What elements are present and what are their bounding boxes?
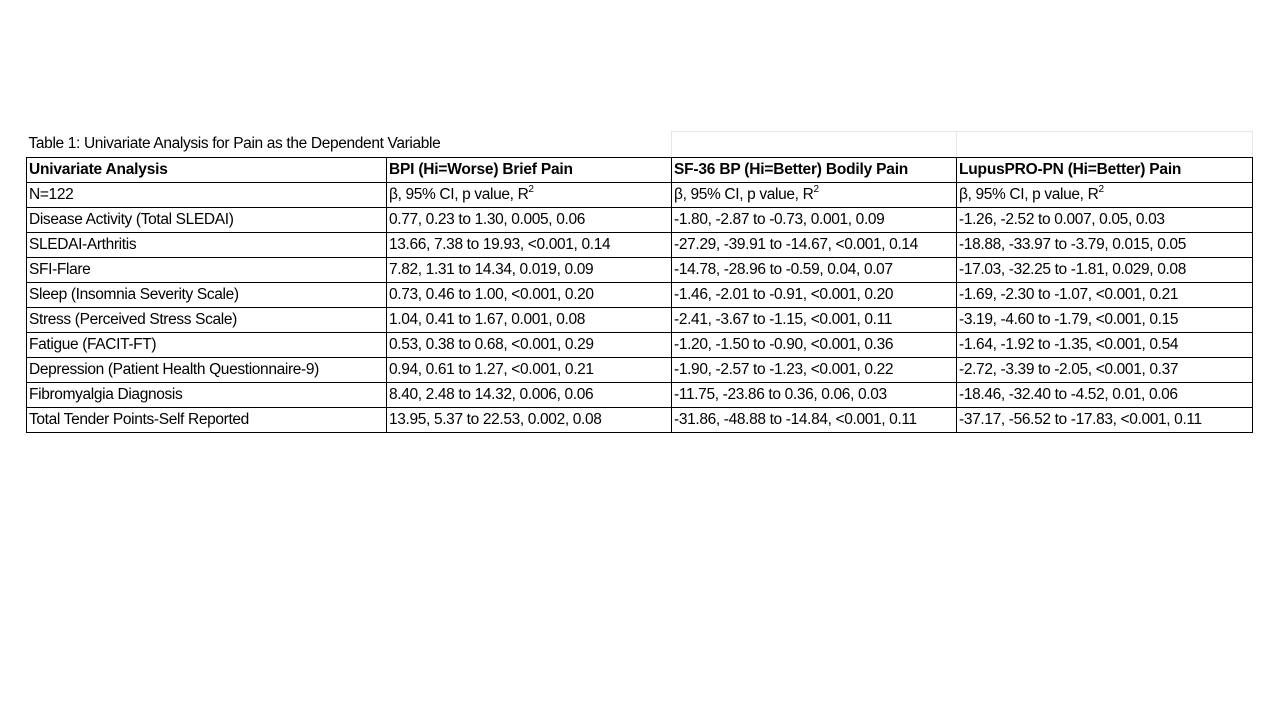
lupuspro-cell: -17.03, -32.25 to -1.81, 0.029, 0.08 xyxy=(957,258,1253,283)
column-header-analysis: Univariate Analysis xyxy=(27,158,387,183)
sf36-cell: -1.46, -2.01 to -0.91, <0.001, 0.20 xyxy=(672,283,957,308)
stat-format-cell xyxy=(387,183,672,208)
bpi-cell: 1.04, 0.41 to 1.67, 0.001, 0.08 xyxy=(387,308,672,333)
sf36-cell: -2.41, -3.67 to -1.15, <0.001, 0.11 xyxy=(672,308,957,333)
table-row xyxy=(27,358,1253,383)
univariate-table-container xyxy=(26,131,1252,433)
lupuspro-cell: -37.17, -56.52 to -17.83, <0.001, 0.11 xyxy=(957,408,1253,433)
lupuspro-cell: -1.69, -2.30 to -1.07, <0.001, 0.21 xyxy=(957,283,1253,308)
stat-format-superscript: 2 xyxy=(813,183,819,195)
row-label: Sleep (Insomnia Severity Scale) xyxy=(27,283,387,308)
table-row xyxy=(27,233,1253,258)
row-label: Total Tender Points-Self Reported xyxy=(27,408,387,433)
table-row xyxy=(27,283,1253,308)
row-label: Fatigue (FACIT-FT) xyxy=(27,333,387,358)
bpi-cell: 13.66, 7.38 to 19.93, <0.001, 0.14 xyxy=(387,233,672,258)
row-label: SFI-Flare xyxy=(27,258,387,283)
sample-size-label: N=122 xyxy=(27,183,387,208)
table-caption-row xyxy=(27,132,1253,158)
column-header-bpi: BPI (Hi=Worse) Brief Pain xyxy=(387,158,672,183)
row-label: Fibromyalgia Diagnosis xyxy=(27,383,387,408)
sf36-cell: -1.90, -2.57 to -1.23, <0.001, 0.22 xyxy=(672,358,957,383)
stat-format-superscript: 2 xyxy=(1098,183,1104,195)
lupuspro-cell: -18.46, -32.40 to -4.52, 0.01, 0.06 xyxy=(957,383,1253,408)
stat-format-text: β, 95% CI, p value, R xyxy=(959,186,1099,203)
sf36-cell: -1.20, -1.50 to -0.90, <0.001, 0.36 xyxy=(672,333,957,358)
bpi-cell: 7.82, 1.31 to 14.34, 0.019, 0.09 xyxy=(387,258,672,283)
lupuspro-cell: -1.26, -2.52 to 0.007, 0.05, 0.03 xyxy=(957,208,1253,233)
bpi-cell: 0.94, 0.61 to 1.27, <0.001, 0.21 xyxy=(387,358,672,383)
table-row xyxy=(27,208,1253,233)
table-header-row xyxy=(27,158,1253,183)
bpi-cell: 13.95, 5.37 to 22.53, 0.002, 0.08 xyxy=(387,408,672,433)
bpi-cell: 0.77, 0.23 to 1.30, 0.005, 0.06 xyxy=(387,208,672,233)
stat-format-text: β, 95% CI, p value, R xyxy=(674,186,814,203)
lupuspro-cell: -18.88, -33.97 to -3.79, 0.015, 0.05 xyxy=(957,233,1253,258)
table-row xyxy=(27,333,1253,358)
table-row xyxy=(27,383,1253,408)
stat-format-superscript: 2 xyxy=(528,183,534,195)
stat-format-cell xyxy=(672,183,957,208)
sf36-cell: -14.78, -28.96 to -0.59, 0.04, 0.07 xyxy=(672,258,957,283)
table-row xyxy=(27,258,1253,283)
sf36-cell: -27.29, -39.91 to -14.67, <0.001, 0.14 xyxy=(672,233,957,258)
lupuspro-cell: -1.64, -1.92 to -1.35, <0.001, 0.54 xyxy=(957,333,1253,358)
bpi-cell: 0.53, 0.38 to 0.68, <0.001, 0.29 xyxy=(387,333,672,358)
univariate-analysis-table xyxy=(26,131,1253,433)
stat-format-row xyxy=(27,183,1253,208)
empty-cell xyxy=(672,132,957,158)
row-label: SLEDAI-Arthritis xyxy=(27,233,387,258)
column-header-lupuspro: LupusPRO-PN (Hi=Better) Pain xyxy=(957,158,1253,183)
stat-format-cell xyxy=(957,183,1253,208)
bpi-cell: 8.40, 2.48 to 14.32, 0.006, 0.06 xyxy=(387,383,672,408)
table-caption: Table 1: Univariate Analysis for Pain as the Dependent Variable xyxy=(27,132,672,158)
lupuspro-cell: -3.19, -4.60 to -1.79, <0.001, 0.15 xyxy=(957,308,1253,333)
row-label: Disease Activity (Total SLEDAI) xyxy=(27,208,387,233)
sf36-cell: -11.75, -23.86 to 0.36, 0.06, 0.03 xyxy=(672,383,957,408)
sf36-cell: -1.80, -2.87 to -0.73, 0.001, 0.09 xyxy=(672,208,957,233)
table-row xyxy=(27,308,1253,333)
row-label: Stress (Perceived Stress Scale) xyxy=(27,308,387,333)
row-label: Depression (Patient Health Questionnaire-9) xyxy=(27,358,387,383)
column-header-sf36: SF-36 BP (Hi=Better) Bodily Pain xyxy=(672,158,957,183)
sf36-cell: -31.86, -48.88 to -14.84, <0.001, 0.11 xyxy=(672,408,957,433)
bpi-cell: 0.73, 0.46 to 1.00, <0.001, 0.20 xyxy=(387,283,672,308)
lupuspro-cell: -2.72, -3.39 to -2.05, <0.001, 0.37 xyxy=(957,358,1253,383)
stat-format-text: β, 95% CI, p value, R xyxy=(389,186,529,203)
table-row xyxy=(27,408,1253,433)
empty-cell xyxy=(957,132,1253,158)
